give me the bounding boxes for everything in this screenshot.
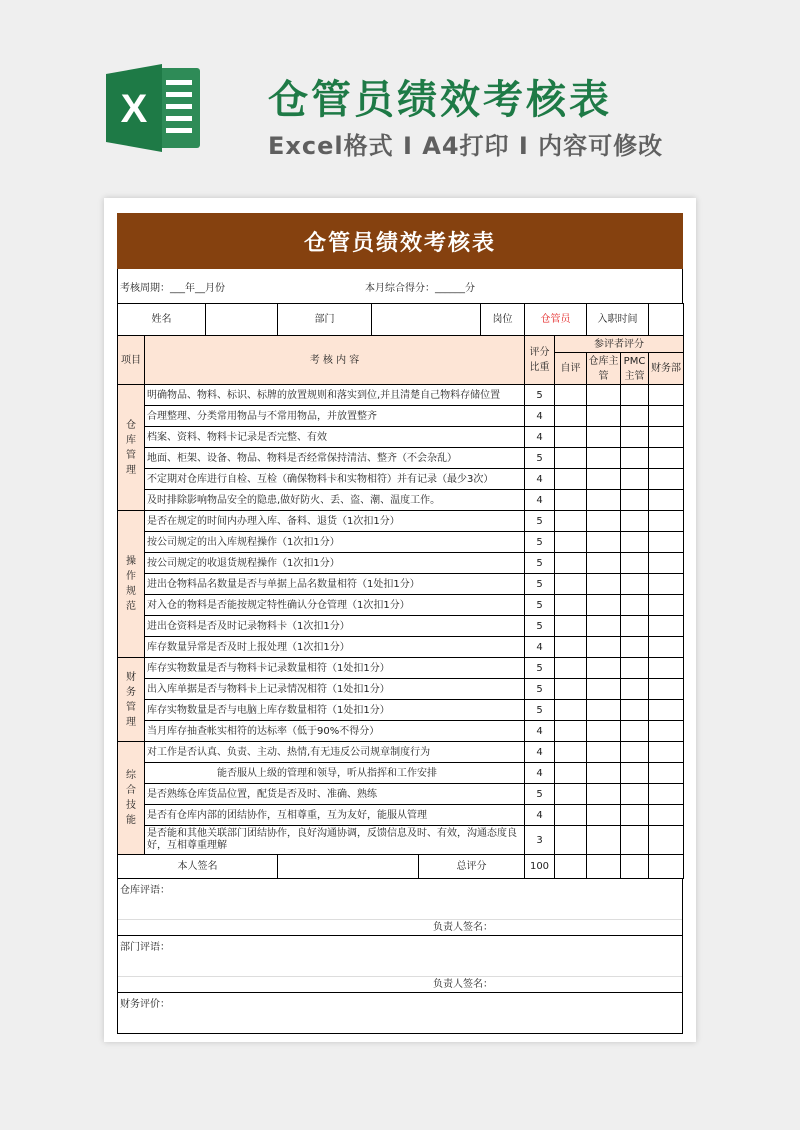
- wh-mgr-score-cell[interactable]: [587, 805, 621, 826]
- content-cell: 对工作是否认真、负责、主动、热情,有无违反公司规章制度行为: [145, 742, 525, 763]
- table-row: [118, 700, 684, 721]
- weight-cell: 4: [525, 406, 555, 427]
- content-cell: 能否服从上级的管理和领导，听从指挥和工作安排: [145, 763, 525, 784]
- score-label[interactable]: 本月综合得分：______分: [365, 282, 475, 294]
- weight-cell: 5: [525, 700, 555, 721]
- self-score-cell[interactable]: [555, 553, 587, 574]
- table-row: [118, 616, 684, 637]
- wh-mgr-score-cell[interactable]: [587, 742, 621, 763]
- pmc-score-cell[interactable]: [621, 448, 649, 469]
- self-total-cell[interactable]: [555, 855, 587, 879]
- weight-cell: 5: [525, 574, 555, 595]
- dept-field[interactable]: [372, 304, 481, 336]
- weight-cell: 4: [525, 763, 555, 784]
- wh-mgr-score-cell[interactable]: [587, 385, 621, 406]
- table-row: [118, 490, 684, 511]
- self-score-cell[interactable]: [555, 448, 587, 469]
- content-cell: 明确物品、物料、标识、标牌的放置规则和落实到位,并且清楚自己物料存储位置: [145, 385, 525, 406]
- warehouse-sign-label: 负责人签名：: [433, 922, 493, 933]
- self-score-cell[interactable]: [555, 532, 587, 553]
- table-row: [118, 553, 684, 574]
- finance-score-cell[interactable]: [649, 490, 684, 511]
- self-sign-label: 本人签名: [118, 855, 278, 879]
- finance-score-cell[interactable]: [649, 511, 684, 532]
- finance-score-cell[interactable]: [649, 448, 684, 469]
- finance-score-cell[interactable]: [649, 679, 684, 700]
- wh-mgr-score-cell[interactable]: [587, 553, 621, 574]
- remarks-section: [117, 879, 683, 1034]
- banner: [0, 0, 800, 180]
- content-cell: 出入库单据是否与物料卡上记录情况相符（1处扣1分）: [145, 679, 525, 700]
- wh-mgr-score-cell[interactable]: [587, 700, 621, 721]
- pmc-score-cell[interactable]: [621, 469, 649, 490]
- content-cell: 是否熟练仓库货品位置，配货是否及时、准确、熟练: [145, 784, 525, 805]
- dept-sign-label: 负责人签名：: [433, 979, 493, 990]
- pmc-score-cell[interactable]: [621, 742, 649, 763]
- self-score-cell[interactable]: [555, 406, 587, 427]
- weight-cell: 4: [525, 469, 555, 490]
- finance-score-cell[interactable]: [649, 805, 684, 826]
- content-cell: 按公司规定的出入库规程操作（1次扣1分）: [145, 532, 525, 553]
- wh-mgr-score-cell[interactable]: [587, 637, 621, 658]
- content-cell: 不定期对仓库进行自检、互检（确保物料卡和实物相符）并有记录（最少3次）: [145, 469, 525, 490]
- weight-cell: 5: [525, 385, 555, 406]
- weight-cell: 4: [525, 742, 555, 763]
- pmc-score-cell[interactable]: [621, 658, 649, 679]
- wh-mgr-score-cell[interactable]: [587, 595, 621, 616]
- svg-text:X: X: [120, 87, 148, 131]
- self-score-cell[interactable]: [555, 742, 587, 763]
- finance-score-cell[interactable]: [649, 826, 684, 855]
- pmc-score-cell[interactable]: [621, 700, 649, 721]
- pmc-score-cell[interactable]: [621, 553, 649, 574]
- finance-score-cell[interactable]: [649, 742, 684, 763]
- table-row: [118, 406, 684, 427]
- content-cell: 进出仓资料是否及时记录物料卡（1次扣1分）: [145, 616, 525, 637]
- name-field[interactable]: [206, 304, 278, 336]
- group-label: 财务管理: [118, 658, 145, 742]
- table-row: [118, 469, 684, 490]
- footer-row: [118, 855, 684, 879]
- total-value: 100: [525, 855, 555, 879]
- content-cell: 进出仓物料品名数量是否与单据上品名数量相符（1处扣1分）: [145, 574, 525, 595]
- content-cell: 库存实物数量是否与物料卡记录数量相符（1处扣1分）: [145, 658, 525, 679]
- dept-label: 部门: [278, 304, 372, 336]
- wh-mgr-score-cell[interactable]: [587, 763, 621, 784]
- weight-cell: 5: [525, 658, 555, 679]
- warehouse-remark-label: 仓库评语：: [120, 885, 170, 896]
- content-cell: 档案、资料、物料卡记录是否完整、有效: [145, 427, 525, 448]
- pmc-score-cell[interactable]: [621, 490, 649, 511]
- content-header: 考 核 内 容: [145, 336, 525, 385]
- content-cell: 及时排除影响物品安全的隐患,做好防火、丢、盗、潮、温度工作。: [145, 490, 525, 511]
- pmc-score-cell[interactable]: [621, 427, 649, 448]
- self-score-cell[interactable]: [555, 784, 587, 805]
- table-row: [118, 511, 684, 532]
- post-value[interactable]: 仓管员: [525, 304, 587, 336]
- content-cell: 合理整理、分类常用物品与不常用物品，并放置整齐: [145, 406, 525, 427]
- finance-score-cell[interactable]: [649, 385, 684, 406]
- self-score-cell[interactable]: [555, 511, 587, 532]
- join-date-field[interactable]: [649, 304, 684, 336]
- table-row: [118, 742, 684, 763]
- table-row: [118, 826, 684, 855]
- pmc-total-cell[interactable]: [621, 855, 649, 879]
- table-row: [118, 763, 684, 784]
- finance-score-cell[interactable]: [649, 532, 684, 553]
- self-score-cell[interactable]: [555, 658, 587, 679]
- total-label: 总评分: [419, 855, 525, 879]
- pmc-score-cell[interactable]: [621, 532, 649, 553]
- weight-cell: 4: [525, 490, 555, 511]
- self-sign-field[interactable]: [278, 855, 419, 879]
- self-score-cell[interactable]: [555, 805, 587, 826]
- finance-score-cell[interactable]: [649, 595, 684, 616]
- assessment-table: [117, 303, 684, 879]
- pmc-score-cell[interactable]: [621, 805, 649, 826]
- weight-cell: 4: [525, 427, 555, 448]
- self-score-cell[interactable]: [555, 427, 587, 448]
- self-score-cell[interactable]: [555, 490, 587, 511]
- weight-cell: 5: [525, 553, 555, 574]
- pmc-score-cell[interactable]: [621, 637, 649, 658]
- weight-cell: 3: [525, 826, 555, 855]
- weight-cell: 4: [525, 805, 555, 826]
- group-label: 综合技能: [118, 742, 145, 855]
- finance-score-cell[interactable]: [649, 469, 684, 490]
- pmc-score-cell[interactable]: [621, 511, 649, 532]
- pmc-score-cell[interactable]: [621, 826, 649, 855]
- period-label[interactable]: 考核周期：___年__月份: [120, 282, 225, 294]
- wh-mgr-score-cell[interactable]: [587, 574, 621, 595]
- item-header: 项目: [118, 336, 145, 385]
- self-score-cell[interactable]: [555, 679, 587, 700]
- content-cell: 对入仓的物料是否能按规定特性确认分仓管理（1次扣1分）: [145, 595, 525, 616]
- banner-title: 仓管员绩效考核表: [268, 77, 612, 123]
- raters-header: 参评者评分: [555, 336, 684, 353]
- wh-mgr-score-cell[interactable]: [587, 679, 621, 700]
- finance-score-cell[interactable]: [649, 763, 684, 784]
- content-cell: 库存数量异常是否及时上报处理（1次扣1分）: [145, 637, 525, 658]
- finance-remark-box[interactable]: [118, 993, 682, 1033]
- post-label: 岗位: [481, 304, 525, 336]
- group-label: 仓库管理: [118, 385, 145, 511]
- table-row: [118, 658, 684, 679]
- form-sheet: [117, 213, 683, 1034]
- pmc-score-cell[interactable]: [621, 595, 649, 616]
- table-row: [118, 574, 684, 595]
- self-score-cell[interactable]: [555, 385, 587, 406]
- pmc-score-cell[interactable]: [621, 574, 649, 595]
- self-score-cell[interactable]: [555, 616, 587, 637]
- wh-mgr-score-cell[interactable]: [587, 826, 621, 855]
- wh-mgr-score-cell[interactable]: [587, 532, 621, 553]
- table-row: [118, 595, 684, 616]
- content-cell: 库存实物数量是否与电脑上库存数量相符（1处扣1分）: [145, 700, 525, 721]
- join-date-label: 入职时间: [587, 304, 649, 336]
- wh-mgr-score-cell[interactable]: [587, 490, 621, 511]
- finance-score-cell[interactable]: [649, 427, 684, 448]
- table-row: [118, 427, 684, 448]
- wh-mgr-score-cell[interactable]: [587, 511, 621, 532]
- self-score-cell[interactable]: [555, 763, 587, 784]
- pmc-score-cell[interactable]: [621, 679, 649, 700]
- finance-header: 财务部: [649, 353, 684, 385]
- content-cell: 是否在规定的时间内办理入库、备料、退货（1次扣1分）: [145, 511, 525, 532]
- weight-cell: 4: [525, 637, 555, 658]
- weight-cell: 5: [525, 595, 555, 616]
- self-score-cell[interactable]: [555, 700, 587, 721]
- info-row: [117, 269, 683, 303]
- pmc-score-cell[interactable]: [621, 721, 649, 742]
- wh-mgr-score-cell[interactable]: [587, 448, 621, 469]
- self-score-cell[interactable]: [555, 721, 587, 742]
- wh-mgr-score-cell[interactable]: [587, 784, 621, 805]
- table-row: [118, 784, 684, 805]
- finance-score-cell[interactable]: [649, 658, 684, 679]
- self-score-cell[interactable]: [555, 826, 587, 855]
- finance-score-cell[interactable]: [649, 637, 684, 658]
- form-title: 仓管员绩效考核表: [117, 213, 683, 269]
- table-row: [118, 679, 684, 700]
- dept-remark-label: 部门评语：: [120, 942, 170, 953]
- name-label: 姓名: [118, 304, 206, 336]
- finance-score-cell[interactable]: [649, 700, 684, 721]
- wh-mgr-score-cell[interactable]: [587, 616, 621, 637]
- finance-total-cell[interactable]: [649, 855, 684, 879]
- wh-mgr-score-cell[interactable]: [587, 721, 621, 742]
- content-cell: 是否能和其他关联部门团结协作，良好沟通协调，反馈信息及时、有效，沟通态度良好，互相尊重理解: [145, 826, 525, 855]
- wh-mgr-total-cell[interactable]: [587, 855, 621, 879]
- pmc-score-cell[interactable]: [621, 616, 649, 637]
- wh-mgr-score-cell[interactable]: [587, 469, 621, 490]
- warehouse-remark-box[interactable]: [118, 879, 682, 936]
- wh-mgr-score-cell[interactable]: [587, 406, 621, 427]
- pmc-score-cell[interactable]: [621, 784, 649, 805]
- weight-cell: 5: [525, 616, 555, 637]
- group-label: 操作规范: [118, 511, 145, 658]
- content-cell: 是否有仓库内部的团结协作，互相尊重，互为友好，能服从管理: [145, 805, 525, 826]
- table-row: [118, 532, 684, 553]
- table-row: [118, 385, 684, 406]
- self-score-cell[interactable]: [555, 637, 587, 658]
- finance-score-cell[interactable]: [649, 553, 684, 574]
- weight-cell: 5: [525, 448, 555, 469]
- wh-mgr-score-cell[interactable]: [587, 658, 621, 679]
- content-cell: 按公司规定的收退货规程操作（1次扣1分）: [145, 553, 525, 574]
- finance-score-cell[interactable]: [649, 574, 684, 595]
- table-row: [118, 448, 684, 469]
- table-row: [118, 637, 684, 658]
- self-header: 自评: [555, 353, 587, 385]
- pmc-score-cell[interactable]: [621, 385, 649, 406]
- pmc-header: PMC主管: [621, 353, 649, 385]
- weight-cell: 5: [525, 679, 555, 700]
- pmc-score-cell[interactable]: [621, 406, 649, 427]
- self-score-cell[interactable]: [555, 595, 587, 616]
- content-cell: 地面、柜架、设备、物品、物料是否经常保持清洁、整齐（不会杂乱）: [145, 448, 525, 469]
- banner-subtitle: Excel格式 I A4打印 I 内容可修改: [268, 132, 664, 160]
- weight-header: 评分比重: [525, 336, 555, 385]
- finance-score-cell[interactable]: [649, 616, 684, 637]
- content-cell: 当月库存抽查帐实相符的达标率（低于90%不得分）: [145, 721, 525, 742]
- weight-cell: 5: [525, 532, 555, 553]
- pmc-score-cell[interactable]: [621, 763, 649, 784]
- wh-mgr-score-cell[interactable]: [587, 427, 621, 448]
- self-score-cell[interactable]: [555, 574, 587, 595]
- dept-remark-box[interactable]: [118, 936, 682, 993]
- finance-score-cell[interactable]: [649, 721, 684, 742]
- weight-cell: 5: [525, 511, 555, 532]
- excel-logo-icon: [104, 62, 202, 154]
- table-row: [118, 721, 684, 742]
- weight-cell: 4: [525, 721, 555, 742]
- self-score-cell[interactable]: [555, 469, 587, 490]
- table-row: [118, 805, 684, 826]
- finance-score-cell[interactable]: [649, 406, 684, 427]
- weight-cell: 5: [525, 784, 555, 805]
- finance-score-cell[interactable]: [649, 784, 684, 805]
- finance-remark-label: 财务评价：: [120, 999, 170, 1010]
- wh-mgr-header: 仓库主管: [587, 353, 621, 385]
